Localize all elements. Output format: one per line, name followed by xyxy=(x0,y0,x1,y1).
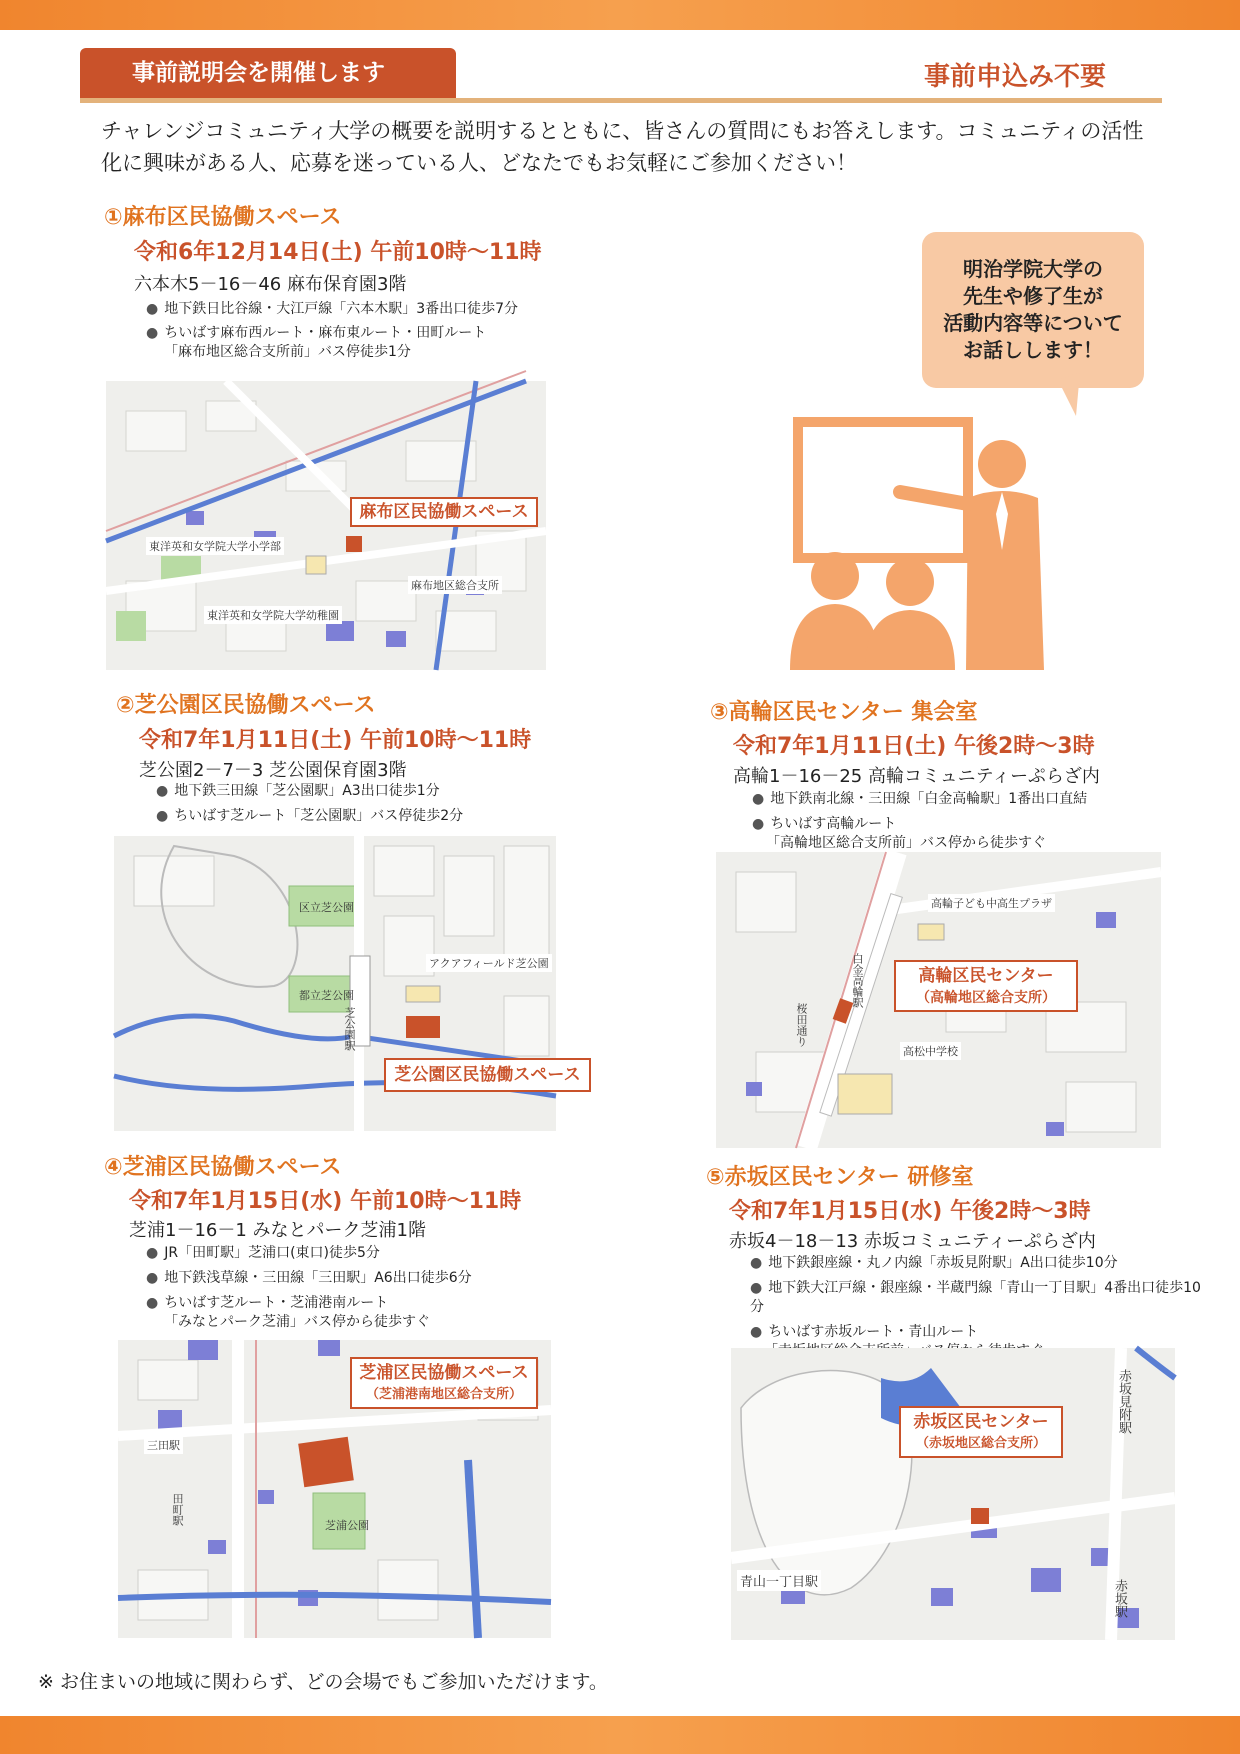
intro-text: チャレンジコミュニティ大学の概要を説明するとともに、皆さんの質問にもお答えします。コミュニティの活性化に興味がある人、応募を迷っている人、どなたでもお気軽にご参加ください！ xyxy=(101,119,1144,175)
speech-line: お話しします！ xyxy=(963,338,1103,362)
venue-2-map xyxy=(114,836,581,1131)
venue-4-address: 芝浦1－16－1 みなとパーク芝浦1階 xyxy=(129,1220,426,1241)
map-text: 芝浦公園 xyxy=(325,1519,369,1532)
venue-1-access xyxy=(146,300,606,362)
venue-3-address: 高輪1－16－25 高輪コミュニティーぷらざ内 xyxy=(733,766,1100,787)
venue-3-map-label xyxy=(894,960,1078,1012)
access-item: ● ちいばす麻布西ルート・麻布東ルート・田町ルート xyxy=(146,325,487,341)
venue-2-access xyxy=(156,782,596,826)
venue-3-title: ③高輪区民センター 集会室 xyxy=(710,700,978,725)
map-text: アクアフィールド芝公園 xyxy=(426,954,552,972)
map-text: 赤坂駅 xyxy=(1112,1579,1127,1618)
map-text: 都立芝公園 xyxy=(299,989,354,1002)
venue-4-date: 令和7年1月15日(水) 午前10時～11時 xyxy=(129,1189,522,1214)
venue-5-date: 令和7年1月15日(水) 午後2時～3時 xyxy=(729,1199,1091,1224)
map-text: 田町駅 xyxy=(171,1493,184,1526)
map-text: 芝公園駅 xyxy=(343,1007,356,1051)
venue-5-title: ⑤赤坂区民センター 研修室 xyxy=(706,1165,974,1190)
venue-2-title: ②芝公園区民協働スペース xyxy=(116,693,376,718)
venue-4-map xyxy=(118,1340,551,1638)
speech-bubble xyxy=(922,232,1144,388)
access-item: ● 地下鉄大江戸線・銀座線・半蔵門線「青山一丁目駅」4番出口徒歩10分 xyxy=(750,1280,1201,1315)
map-text: 青山一丁目駅 xyxy=(737,1570,821,1591)
venue-5-map-label xyxy=(899,1406,1063,1458)
access-item: ● ちいばす芝ルート・芝浦港南ルート xyxy=(146,1295,389,1311)
map-label-sub: （芝浦港南地区総合支所） xyxy=(365,1387,522,1402)
venue-1-address: 六本木5－16－46 麻布保育園3階 xyxy=(134,274,407,295)
map-text: 麻布地区総合支所 xyxy=(408,576,502,594)
access-item: ● ちいばす赤坂ルート・青山ルート xyxy=(750,1324,979,1340)
map-text: 区立芝公園 xyxy=(299,901,354,914)
access-item: 「みなとパーク芝浦」バス停から徒歩すぐ xyxy=(164,1314,430,1330)
access-item: ● 地下鉄浅草線・三田線「三田駅」A6出口徒歩6分 xyxy=(146,1270,472,1286)
header-title: 事前説明会を開催します xyxy=(80,48,456,98)
venue-3-date: 令和7年1月11日(土) 午後2時～3時 xyxy=(733,734,1095,759)
map-label-sub: （赤坂地区総合支所） xyxy=(915,1436,1046,1451)
map-text: 東洋英和女学院大学小学部 xyxy=(146,537,284,555)
venue-4-access xyxy=(146,1244,586,1332)
venue-1-title: ①麻布区民協働スペース xyxy=(104,205,342,230)
venue-1-map xyxy=(106,381,546,670)
no-reservation-badge: 事前申込み不要 xyxy=(924,62,1107,92)
access-item: 「麻布地区総合支所前」バス停徒歩1分 xyxy=(164,344,411,360)
map-text: 高松中学校 xyxy=(900,1042,961,1060)
access-item: ● ちいばす芝ルート「芝公園駅」バス停徒歩2分 xyxy=(156,808,464,824)
bottom-orange-bar xyxy=(0,1716,1240,1754)
venue-3-map xyxy=(716,852,1161,1148)
venue-4-title: ④芝浦区民協働スペース xyxy=(104,1155,342,1180)
access-item: ● 地下鉄三田線「芝公園駅」A3出口徒歩1分 xyxy=(156,783,440,799)
speech-line: 活動内容等について xyxy=(943,311,1123,335)
map-label-main: 芝浦区民協働スペース xyxy=(359,1363,529,1383)
map-label-main: 高輪区民センター xyxy=(918,966,1054,986)
access-item: 「高輪地区総合支所前」バス停から徒歩すぐ xyxy=(766,835,1046,851)
venue-2-address: 芝公園2－7－3 芝公園保育園3階 xyxy=(139,760,407,781)
header-underline xyxy=(80,98,1162,103)
venue-5-address: 赤坂4－18－13 赤坂コミュニティーぷらざ内 xyxy=(729,1231,1096,1252)
venue-2-date: 令和7年1月11日(土) 午前10時～11時 xyxy=(139,728,532,753)
footnote: ※ お住まいの地域に関わらず、どの会場でもご参加いただけます。 xyxy=(38,1671,608,1693)
access-item: ● JR「田町駅」芝浦口(東口)徒歩5分 xyxy=(146,1245,380,1261)
venue-1-map-label: 麻布区民協働スペース xyxy=(350,497,538,527)
map-text: 三田駅 xyxy=(144,1436,183,1454)
venue-1-date: 令和6年12月14日(土) 午前10時～11時 xyxy=(134,240,542,265)
speech-line: 先生や修了生が xyxy=(963,284,1103,308)
venue-5-map xyxy=(731,1348,1175,1640)
venue-3-access xyxy=(752,790,1172,853)
presenter-illustration xyxy=(780,380,1160,670)
speech-line: 明治学院大学の xyxy=(963,257,1103,281)
map-label-main: 赤坂区民センター xyxy=(913,1412,1049,1432)
access-item: ● 地下鉄銀座線・丸ノ内線「赤坂見附駅」A出口徒歩10分 xyxy=(750,1255,1118,1271)
map-text: 赤坂見附駅 xyxy=(1116,1369,1131,1434)
map-text: 高輪子ども中高生プラザ xyxy=(928,894,1055,912)
venue-4-map-label xyxy=(350,1357,538,1409)
map-text: 桜田通り xyxy=(795,1003,808,1047)
map-text: 白金高輪駅 xyxy=(851,953,864,1008)
top-orange-bar xyxy=(0,0,1240,30)
venue-2-map-label: 芝公園区民協働スペース xyxy=(384,1058,591,1092)
map-label-sub: （高輪地区総合支所） xyxy=(916,990,1056,1006)
map-text: 東洋英和女学院大学幼稚園 xyxy=(204,606,342,624)
venue-5-access xyxy=(750,1254,1210,1361)
access-item: ● 地下鉄南北線・三田線「白金高輪駅」1番出口直結 xyxy=(752,791,1088,807)
access-item: ● ちいばす高輪ルート xyxy=(752,816,897,832)
access-item: ● 地下鉄日比谷線・大江戸線「六本木駅」3番出口徒歩7分 xyxy=(146,301,519,317)
